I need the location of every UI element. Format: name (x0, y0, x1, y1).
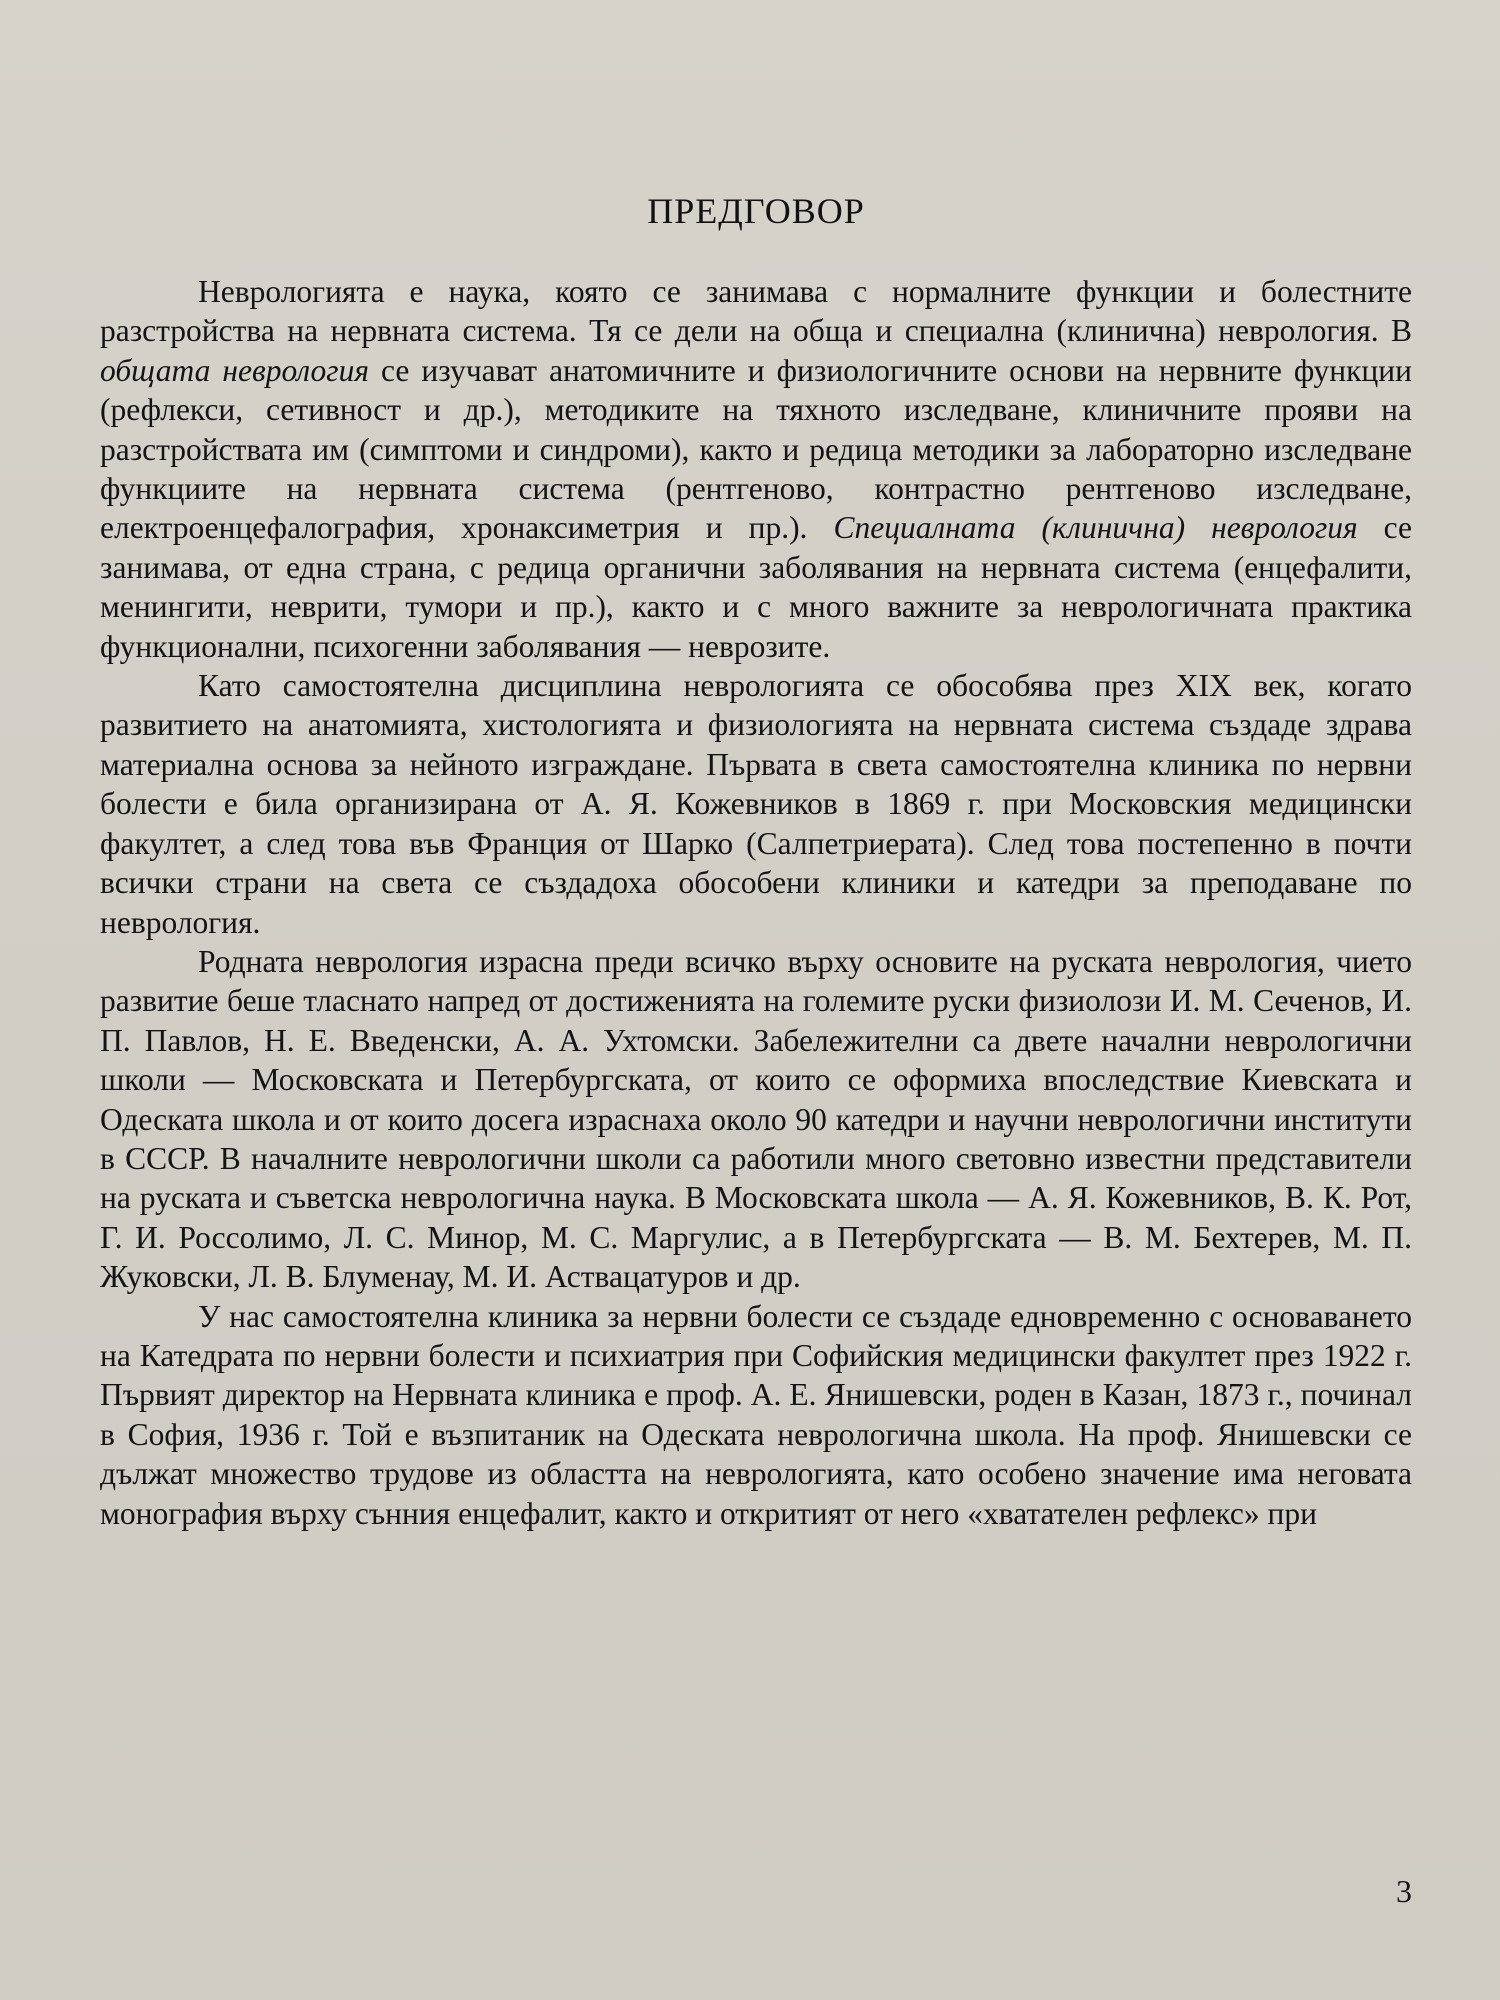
paragraph-2-text: Като самостоятелна дисциплина неврологията се обособява през XIX век, когато развитието на анатомията, хистологията и физиологията на нервната система създаде здрава материална основа за нейното изграждане. Първата в света самостоятелна клиника по нервни болести е била организирана от А. Я. Кожевников в 1869 г. при Московския медицински факултет, а след това във Франция от Шарко (Салпетриерата). След това постепенно в почти всички страни на света се създадоха обособени клиники и катедри за преподаване по неврология. (100, 668, 1412, 940)
page-title: ПРЕДГОВОР (647, 191, 865, 231)
paragraph-3 (100, 942, 1412, 1297)
paragraph-1-text-cont: се изучават анатомичните и физиологичните основи на нервните функции (рефлекси, сетивност и др.), методиките на тяхното изследване, клиничните прояви на разстройствата им (симптоми и синдроми), както и редица методики за лабораторно изследване функциите на нервната система (рентгеново, контрастно рентгеново изследване, електроенцефалография, хронаксиметрия и пр.). (100, 352, 1413, 546)
paragraph-1-text-end: се занимава, от една страна, с редица органични заболявания на нервната система (енцефалити, менингити, неврити, тумори и пр.), както и с много важните за неврологичната практика функционални, психогенни заболявания — неврозите. (100, 510, 1412, 664)
page-number: 3 (1396, 1873, 1412, 1909)
paragraph-1-italic-term-general-neurology: общата неврология (100, 352, 369, 388)
paragraph-4 (100, 1297, 1412, 1533)
paragraph-1-text: Неврологията е наука, която се занимава с нормалните функции и болестните разстройства на нервната система. Тя се дели на обща и специална (клинична) неврология. В (100, 274, 1412, 349)
page-content (100, 190, 1412, 1533)
paragraph-2 (100, 666, 1412, 942)
paragraph-4-text: У нас самостоятелна клиника за нервни болести се създаде едновременно с основаването на Катедрата по нервни болести и психиатрия при Софийския медицински факултет през 1922 г. Първият директор на Нервната клиника е проф. А. Е. Янишевски, роден в Казан, 1873 г., починал в София, 1936 г. Той е възпитаник на Одеската неврологична школа. На проф. Янишевски се дължат множество трудове из областта на неврологията, като особено значение има неговата монография върху сънния енцефалит, както и откритият от него «хватателен рефлекс» при (100, 1298, 1412, 1531)
paragraph-3-text: Родната неврология израсна преди всичко върху основите на руската неврология, чието развитие беше тласнато напред от достиженията на големите руски физиолози И. М. Сеченов, И. П. Павлов, Н. Е. Введенски, А. А. Ухтомски. Забележителни са двете начални неврологични школи — Московската и Петербургската, от които се оформиха впоследствие Киевската и Одеската школа и от които досега израснаха около 90 катедри и научни неврологични институти в СССР. В началните неврологични школи са работили много световно известни представители на руската и съветска неврологична наука. В Московската школа — А. Я. Кожевников, В. К. Рот, Г. И. Россолимо, Л. С. Минор, М. С. Маргулис, а в Петербургската — В. М. Бехтерев, М. П. Жуковски, Л. В. Блуменау, М. И. Аствацатуров и др. (100, 943, 1412, 1295)
paragraph-1-italic-term-special-neurology: Специалната (клинична) неврология (833, 510, 1358, 546)
paragraph-1 (100, 272, 1412, 666)
